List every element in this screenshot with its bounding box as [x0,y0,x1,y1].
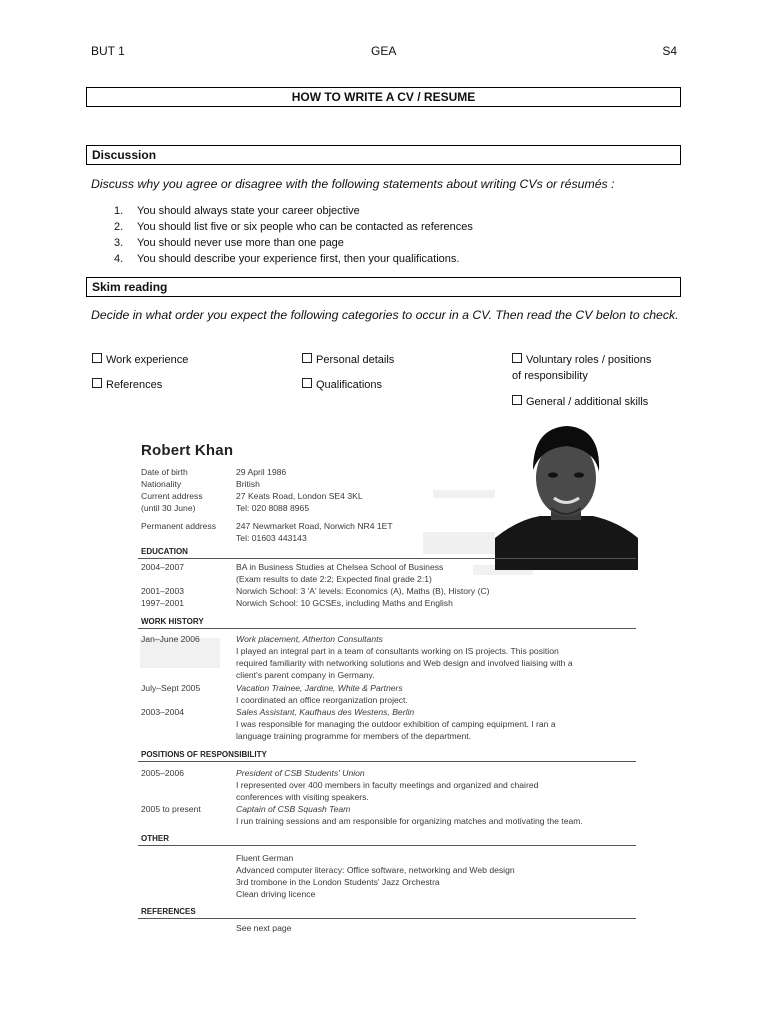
current-address-value: 27 Keats Road, London SE4 3KL [236,491,363,501]
education-date: 2004–2007 [141,562,185,572]
course-label: BUT 1 [91,44,125,58]
work-description: client's parent company in Germany. [236,670,375,680]
other-item: Clean driving licence [236,889,316,899]
checkbox-general-skills[interactable]: General / additional skills [512,394,648,410]
page-title: HOW TO WRITE A CV / RESUME [86,87,681,107]
work-role: Work placement, Atherton Consultants [236,634,383,644]
discussion-prompt: Discuss why you agree or disagree with the following statements about writing CVs or résumés : [91,177,615,191]
checkbox-personal-details[interactable]: Personal details [302,352,394,368]
education-heading: EDUCATION [141,547,188,556]
work-date: 2003–2004 [141,707,185,717]
list-item: 2. You should list five or six people who can be contacted as references [114,221,473,233]
position-role: Captain of CSB Squash Team [236,804,351,814]
references-text: See next page [236,923,292,933]
checkbox-references[interactable]: References [92,377,162,393]
education-entry: Norwich School: 3 'A' levels: Economics (A), Maths (B), History (C) [236,586,490,596]
list-item: 4. You should describe your experience first, then your qualifications. [114,253,460,265]
candidate-photo [495,420,638,570]
scan-artifact [433,490,503,498]
list-item: 3. You should never use more than one page [114,237,344,249]
checkbox-voluntary-roles[interactable]: Voluntary roles / positions of responsibility [512,354,652,382]
position-role: President of CSB Students' Union [236,768,365,778]
education-entry: (Exam results to date 2:2; Expected final grade 2:1) [236,574,432,584]
discussion-heading: Discussion [86,145,681,165]
checkbox-icon [302,353,312,363]
work-description: required familiarity with networking solutions and Web design and involved liaising with a [236,658,573,668]
checkbox-qualifications[interactable]: Qualifications [302,377,382,393]
checkbox-icon [92,353,102,363]
divider [138,761,636,762]
other-item: Advanced computer literacy: Office software, networking and Web design [236,865,515,875]
permanent-address-value: 247 Newmarket Road, Norwich NR4 1ET [236,521,393,531]
work-date: Jan–June 2006 [141,634,200,644]
work-role: Sales Assistant, Kaufhaus des Westens, Berlin [236,707,415,717]
sample-cv [138,420,638,940]
checkbox-icon [512,395,522,405]
education-entry: Norwich School: 10 GCSEs, including Maths and English [236,598,453,608]
work-history-heading: WORK HISTORY [141,617,204,626]
checkbox-icon [512,353,522,363]
work-description: I coordinated an office reorganization project. [236,695,408,705]
work-date: July–Sept 2005 [141,683,201,693]
statement-list [114,203,473,267]
dob-value: 29 April 1986 [236,467,287,477]
list-item: 1. You should always state your career objective [114,205,360,217]
cv-name: Robert Khan [141,442,234,459]
current-address-note: (until 30 June) [141,503,196,513]
references-heading: REFERENCES [141,907,196,916]
divider [138,558,636,559]
checkbox-work-experience[interactable]: Work experience [92,352,188,368]
education-date: 2001–2003 [141,586,185,596]
divider [138,628,636,629]
skim-reading-heading: Skim reading [86,277,681,297]
work-description: language training programme for members of the department. [236,731,472,741]
dob-label: Date of birth [141,467,188,477]
current-address-label: Current address [141,491,203,501]
positions-heading: POSITIONS OF RESPONSIBILITY [141,750,267,759]
other-item: 3rd trombone in the London Students' Jazz Orchestra [236,877,440,887]
divider [138,918,636,919]
education-date: 1997–2001 [141,598,185,608]
nationality-label: Nationality [141,479,182,489]
scan-artifact [423,532,498,554]
other-heading: OTHER [141,834,169,843]
position-description: conferences with visiting speakers. [236,792,369,802]
other-item: Fluent German [236,853,294,863]
permanent-address-label: Permanent address [141,521,216,531]
position-description: I represented over 400 members in faculty meetings and organized and chaired [236,780,539,790]
education-entry: BA in Business Studies at Chelsea School of Business [236,562,444,572]
position-description: I run training sessions and am responsible for organizing matches and motivating the team. [236,816,583,826]
current-phone-value: Tel: 020 8088 8965 [236,503,310,513]
page-header [91,44,677,60]
checkbox-icon [92,378,102,388]
position-date: 2005 to present [141,804,201,814]
position-date: 2005–2006 [141,768,185,778]
semester-label: S4 [662,44,677,58]
skim-reading-prompt: Decide in what order you expect the following categories to occur in a CV. Then read the CV belon to check. [91,308,679,322]
work-description: I played an integral part in a team of consultants working on IS projects. This position [236,646,559,656]
checkbox-icon [302,378,312,388]
permanent-phone-value: Tel: 01603 443143 [236,533,307,543]
work-description: I was responsible for managing the outdoor exhibition of camping equipment. I ran a [236,719,556,729]
work-role: Vacation Trainee, Jardine, White & Partners [236,683,403,693]
department-label: GEA [371,44,397,58]
nationality-value: British [236,479,260,489]
divider [138,845,636,846]
